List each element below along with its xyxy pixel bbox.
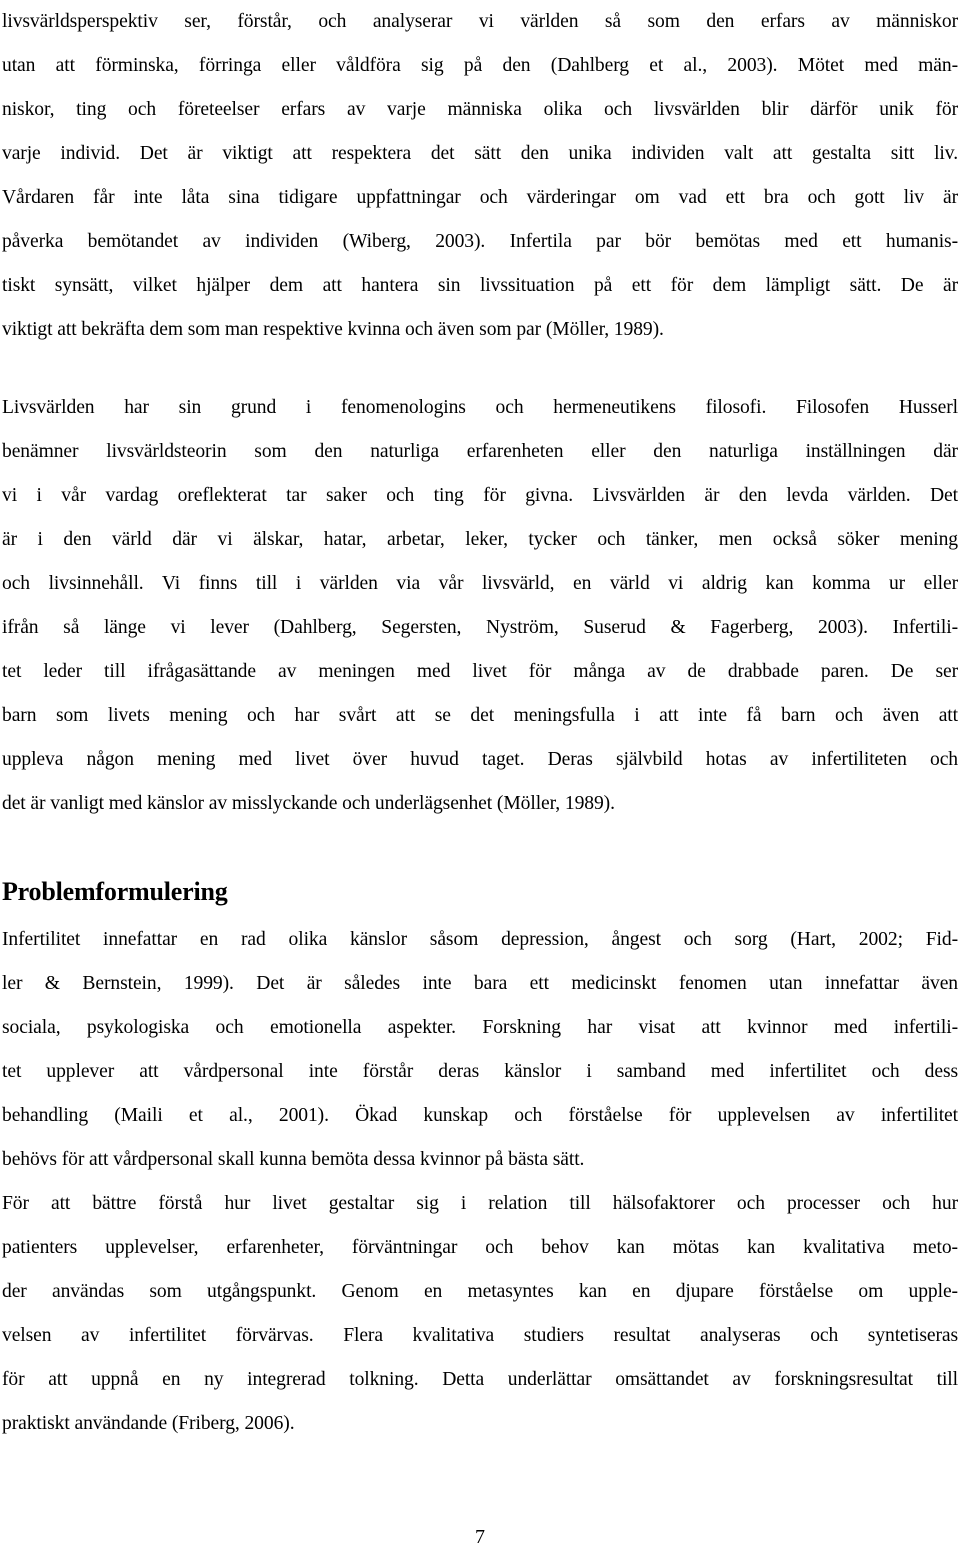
text-line: patienters upplevelser, erfarenheter, förväntningar och behov kan mötas kan kvalitativa meto- bbox=[2, 1237, 958, 1258]
text-line: behandling (Maili et al., 2001). Ökad kunskap och förståelse för upplevelsen av infertilitet bbox=[2, 1105, 958, 1126]
text-line: ler & Bernstein, 1999). Det är således inte bara ett medicinskt fenomen utan innefattar även bbox=[2, 973, 958, 994]
text-line: vi i vår vardag oreflekterat tar saker och ting för givna. Livsvärlden är den levda världen. Det bbox=[2, 485, 958, 506]
text-line: niskor, ting och företeelser erfars av varje människa olika och livsvärlden blir därför unik för bbox=[2, 99, 958, 120]
text-line: det är vanligt med känslor av misslyckande och underlägsenhet (Möller, 1989). bbox=[2, 793, 615, 814]
text-line: Livsvärlden har sin grund i fenomenologins och hermeneutikens filosofi. Filosofen Husserl bbox=[2, 397, 958, 418]
text-line: Vårdaren får inte låta sina tidigare uppfattningar och värderingar om vad ett bra och gott liv är bbox=[2, 187, 958, 208]
paragraph-lifeworld-perspective bbox=[2, 0, 958, 352]
text-line: Infertilitet innefattar en rad olika känslor såsom depression, ångest och sorg (Hart, 2002; Fid- bbox=[2, 929, 958, 950]
text-line: velsen av infertilitet förvärvas. Flera kvalitativa studiers resultat analyseras och syntetiseras bbox=[2, 1325, 958, 1346]
text-line: För att bättre förstå hur livet gestaltar sig i relation till hälsofaktorer och processer och hur bbox=[2, 1193, 958, 1214]
paragraph-problem-statement bbox=[2, 918, 958, 1182]
text-line: tiskt synsätt, vilket hjälper dem att hantera sin livssituation på ett för dem lämpligt sätt. De är bbox=[2, 275, 958, 296]
text-line: är i den värld där vi älskar, hatar, arbetar, leker, tycker och tänker, men också söker mening bbox=[2, 529, 958, 550]
text-line: utan att förminska, förringa eller våldföra sig på den (Dahlberg et al., 2003). Mötet med män- bbox=[2, 55, 958, 76]
text-line: varje individ. Det är viktigt att respektera det sätt den unika individen valt att gestalta sitt liv. bbox=[2, 143, 958, 164]
text-line: benämner livsvärldsteorin som den naturliga erfarenheten eller den naturliga inställningen där bbox=[2, 441, 958, 462]
text-line: barn som livets mening och har svårt att se det meningsfulla i att inte få barn och även att bbox=[2, 705, 958, 726]
text-line: ifrån så länge vi lever (Dahlberg, Segersten, Nyström, Suserud & Fagerberg, 2003). Infertili- bbox=[2, 617, 958, 638]
text-line: påverka bemötandet av individen (Wiberg, 2003). Infertila par bör bemötas med ett humanis- bbox=[2, 231, 958, 252]
text-line: sociala, psykologiska och emotionella aspekter. Forskning har visat att kvinnor med infertili- bbox=[2, 1017, 958, 1038]
text-line: praktiskt användande (Friberg, 2006). bbox=[2, 1413, 295, 1434]
text-line: tet leder till ifrågasättande av meningen med livet för många av de drabbade paren. De ser bbox=[2, 661, 958, 682]
text-line: livsvärldsperspektiv ser, förstår, och analyserar vi världen så som den erfars av människor bbox=[2, 11, 958, 32]
text-line: der användas som utgångspunkt. Genom en metasyntes kan en djupare förståelse om upple- bbox=[2, 1281, 958, 1302]
paragraph-metasynthesis bbox=[2, 1182, 958, 1446]
text-line: och livsinnehåll. Vi finns till i världen via vår livsvärld, en värld vi aldrig kan komma ur eller bbox=[2, 573, 958, 594]
text-line: tet upplever att vårdpersonal inte förstår deras känslor i samband med infertilitet och dess bbox=[2, 1061, 958, 1082]
text-line: uppleva någon mening med livet över huvud taget. Deras självbild hotas av infertiliteten och bbox=[2, 749, 958, 770]
paragraph-lifeworld-phenomenology bbox=[2, 386, 958, 826]
page-number: 7 bbox=[475, 1526, 485, 1548]
section-heading: Problemformulering bbox=[2, 877, 228, 906]
text-line: behövs för att vårdpersonal skall kunna bemöta dessa kvinnor på bästa sätt. bbox=[2, 1149, 585, 1170]
text-line: för att uppnå en ny integrerad tolkning. Detta underlättar omsättandet av forskningsresultat till bbox=[2, 1369, 958, 1390]
text-line: viktigt att bekräfta dem som man respektive kvinna och även som par (Möller, 1989). bbox=[2, 319, 664, 340]
